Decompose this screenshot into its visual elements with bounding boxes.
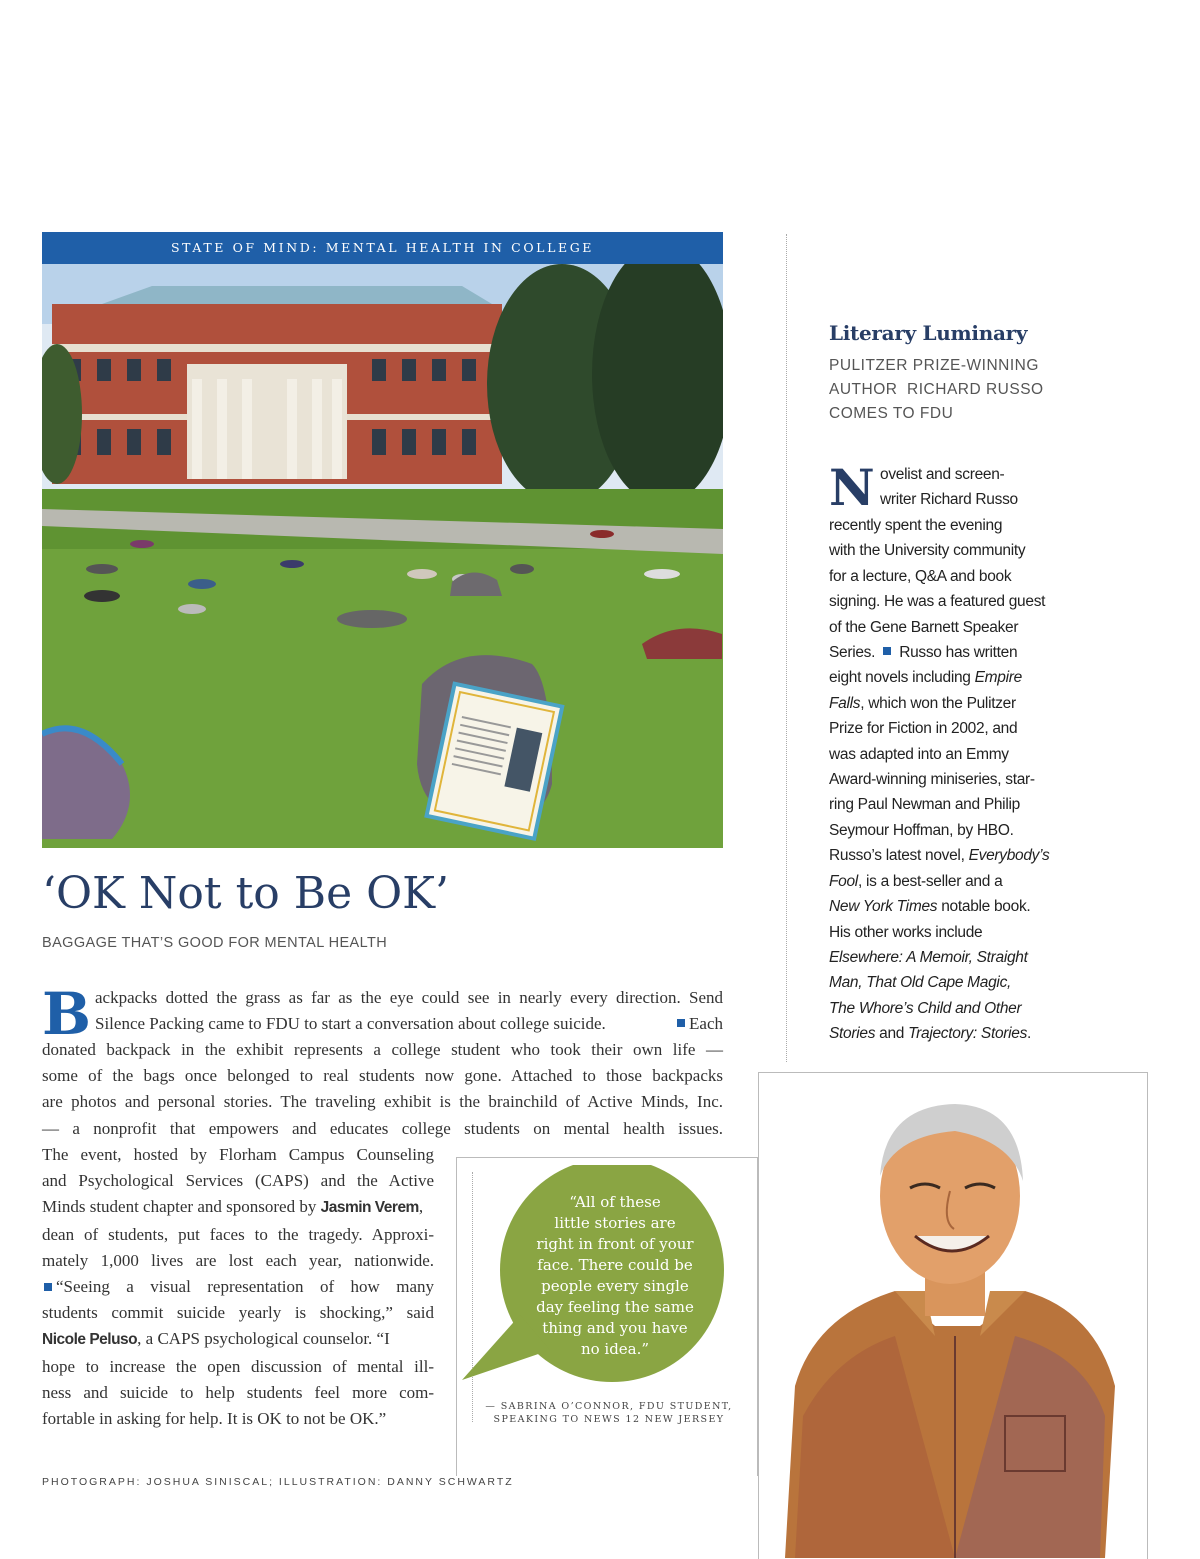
author-portrait-illustration — [775, 1086, 1135, 1558]
book-title: Empire — [974, 669, 1022, 687]
sidebar-line: ring Paul Newman and Philip — [829, 796, 1020, 814]
person-name-peluso: Nicole Peluso — [42, 1331, 138, 1349]
bullet-icon — [677, 1019, 685, 1027]
deck-line: PULITZER PRIZE-WINNING — [829, 357, 1039, 374]
article-line — [42, 1194, 434, 1221]
quote-line: little stories are — [554, 1214, 676, 1232]
article-line — [95, 1011, 723, 1037]
article-subhead: BAGGAGE THAT’S GOOD FOR MENTAL HEALTH — [42, 935, 388, 951]
article-line: ness and suicide to help students feel more com- — [42, 1382, 434, 1402]
sidebar-line-text: . — [1027, 1025, 1032, 1043]
quote-line: no idea.” — [580, 1340, 650, 1358]
sidebar-line-text: Russo’s latest novel, — [829, 847, 965, 865]
pull-quote-text — [522, 1192, 708, 1360]
photo-credit: PHOTOGRAPH: JOSHUA SINISCAL; ILLUSTRATION: DANNY SCHWARTZ — [42, 1476, 514, 1488]
sidebar-line — [829, 640, 1059, 665]
sidebar-body-intro — [880, 462, 1018, 513]
sidebar-dropcap: N — [829, 458, 875, 517]
article-line-tail — [673, 1011, 723, 1037]
sidebar-line: for a lecture, Q&A and book — [829, 567, 1012, 585]
section-banner: STATE OF MIND: MENTAL HEALTH IN COLLEGE — [42, 232, 723, 264]
sidebar-deck — [829, 354, 1044, 426]
deck-line: AUTHOR RICHARD RUSSO — [829, 381, 1044, 398]
sidebar-line-text: Russo has written — [899, 644, 1018, 662]
article-line — [42, 1274, 434, 1300]
article-line-text: , a CAPS psychological counselor. “I — [137, 1329, 390, 1349]
person-name-verem: Jasmin Verem — [320, 1199, 419, 1217]
sidebar-title: Literary Luminary — [829, 321, 1028, 345]
quote-line: thing and you have — [542, 1319, 688, 1337]
sidebar-line — [829, 691, 1059, 716]
article-line: — a nonprofit that empowers and educates college students on mental health issues. — [42, 1118, 723, 1138]
article-line: donated backpack in the exhibit represents a college student who took their own life — — [42, 1040, 723, 1059]
sidebar-line — [829, 843, 1059, 868]
sidebar-line — [829, 894, 1059, 919]
attribution-line: SPEAKING TO NEWS 12 NEW JERSEY — [493, 1414, 725, 1425]
article-line-text: Silence Packing came to FDU to start a conversation about college suicide. — [95, 1014, 606, 1034]
sidebar-line-text: notable book. — [937, 898, 1031, 916]
sidebar-line: writer Richard Russo — [880, 491, 1018, 509]
article-line: and Psychological Services (CAPS) and the Active — [42, 1171, 434, 1191]
quote-line: right in front of your — [536, 1235, 694, 1253]
sidebar-line: signing. He was a featured guest — [829, 593, 1046, 611]
article-body-full — [42, 1037, 723, 1142]
sidebar-line: Seymour Hoffman, by HBO. — [829, 821, 1014, 839]
bullet-icon — [44, 1283, 52, 1291]
article-line — [42, 1326, 434, 1353]
book-title: Man, That Old Cape Magic, — [829, 974, 1012, 992]
article-line-punct: , — [418, 1197, 424, 1217]
book-title: Falls — [829, 694, 861, 712]
publication-title: New York Times — [829, 898, 938, 916]
article-headline: ‘OK Not to Be OK’ — [42, 868, 450, 919]
book-title: Trajectory: Stories — [908, 1025, 1028, 1043]
article-line: some of the bags once belonged to real students now gone. Attached to those backpacks — [42, 1066, 723, 1086]
sidebar-line: Prize for Fiction in 2002, and — [829, 720, 1018, 738]
sidebar-line: with the University community — [829, 542, 1026, 560]
article-line: are photos and personal stories. The traveling exhibit is the brainchild of Active Minds, Inc. — [42, 1092, 723, 1112]
article-dropcap: B — [42, 980, 92, 1048]
sidebar-body — [829, 513, 1059, 1047]
bullet-icon — [883, 647, 891, 655]
column-divider — [786, 234, 788, 1062]
article-line: fortable in asking for help. It is OK to not be OK.” — [42, 1409, 387, 1429]
quote-line: day feeling the same — [536, 1298, 694, 1316]
sidebar-line — [829, 1021, 1059, 1046]
sidebar-line — [829, 665, 1059, 690]
sidebar-line: recently spent the evening — [829, 517, 1003, 534]
sidebar-line — [829, 869, 1059, 894]
quote-line: face. There could be — [537, 1256, 693, 1274]
article-line-text: Minds student chapter and sponsored by — [42, 1197, 317, 1217]
article-line: The event, hosted by Florham Campus Counseling — [42, 1145, 434, 1164]
quote-line: “All of these — [569, 1193, 661, 1211]
article-line-tail-text: Each — [689, 1014, 723, 1034]
article-line: mately 1,000 lives are lost each year, nationwide. — [42, 1250, 434, 1270]
sidebar-line-text: Series. — [829, 644, 876, 662]
article-line: hope to increase the open discussion of mental ill- — [42, 1356, 434, 1376]
article-line: students commit suicide yearly is shocking,” said — [42, 1303, 434, 1323]
book-title: Everybody’s — [968, 847, 1050, 865]
article-line: dean of students, put faces to the tragedy. Approxi- — [42, 1224, 434, 1244]
pull-quote-attribution — [478, 1400, 740, 1426]
article-line-text: “Seeing a visual representation of how many — [56, 1277, 434, 1297]
sidebar-line — [829, 996, 1059, 1021]
sidebar-line: His other works include — [829, 923, 983, 941]
sidebar-line — [829, 945, 1059, 970]
book-title: Elsewhere: A Memoir, Straight — [829, 948, 1028, 966]
sidebar-line — [829, 970, 1059, 995]
sidebar-line: Award-winning miniseries, star- — [829, 771, 1035, 789]
attribution-line: — SABRINA O’CONNOR, FDU STUDENT, — [485, 1401, 733, 1412]
quote-line: people every single — [541, 1277, 689, 1295]
sidebar-line: ovelist and screen- — [880, 466, 1005, 483]
sidebar-line: was adapted into an Emmy — [829, 745, 1009, 763]
sidebar-line: of the Gene Barnett Speaker — [829, 618, 1019, 636]
sidebar-line-text: , is a best-seller and a — [857, 872, 1003, 890]
sidebar-line-text: and — [875, 1025, 909, 1043]
article-intro — [95, 985, 723, 1037]
campus-backpacks-photo — [42, 264, 723, 848]
book-title: Stories — [829, 1025, 876, 1043]
sidebar-line-text: eight novels including — [829, 669, 971, 687]
sidebar-line-text: , which won the Pulitzer — [860, 694, 1016, 712]
deck-line: COMES TO FDU — [829, 405, 954, 422]
book-title: The Whore’s Child and Other — [829, 999, 1022, 1017]
article-body-narrow — [42, 1142, 434, 1432]
book-title: Fool — [829, 872, 858, 890]
article-line: ackpacks dotted the grass as far as the eye could see in nearly every direction. Send — [95, 988, 723, 1007]
